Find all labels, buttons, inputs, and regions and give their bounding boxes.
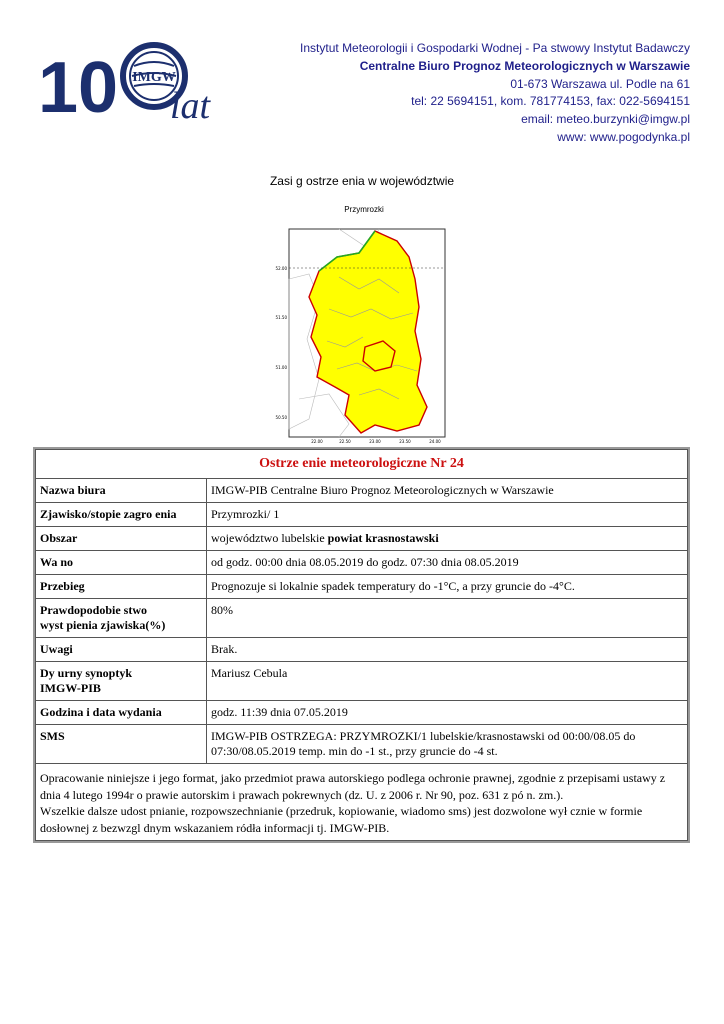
copyright-notice bbox=[36, 764, 688, 841]
copyright-paragraph: Opracowanie niniejsze i jego format, jako przedmiot prawa autorskiego podlega ochronie prawnej, zgodnie z przepisami ustawy z dnia 4 lutego 1994r o prawie autorskim i prawach pokrewnych (dz. U. z 2006 r. Nr 90, poz. 631 z pó n. zm.). bbox=[40, 771, 666, 802]
row-label: Zjawisko/stopie zagro enia bbox=[36, 503, 207, 527]
lat-label: 52.00 bbox=[275, 266, 287, 271]
row-value: Mariusz Cebula bbox=[207, 662, 688, 701]
row-label bbox=[36, 662, 207, 701]
row-value bbox=[207, 527, 688, 551]
warning-title-row bbox=[36, 450, 688, 479]
table-row bbox=[36, 725, 688, 764]
label-line: Dy urny synoptyk bbox=[40, 666, 133, 680]
row-label: Obszar bbox=[36, 527, 207, 551]
row-label: Przebieg bbox=[36, 575, 207, 599]
map-subtitle: Przymrozki bbox=[344, 205, 384, 214]
table-row bbox=[36, 575, 688, 599]
lat-label: 50.50 bbox=[275, 415, 287, 420]
row-value: Prognozuje si lokalnie spadek temperatury do -1°C, a przy gruncie do -4°C. bbox=[207, 575, 688, 599]
lon-label: 24.00 bbox=[429, 439, 441, 444]
row-value: IMGW-PIB OSTRZEGA: PRZYMROZKI/1 lubelskie/krasnostawski od 00:00/08.05 do 07:30/08.05.2019 temp. min do -1 st., przy gruncie do -4 st. bbox=[207, 725, 688, 764]
imgw-100-lat-logo bbox=[38, 44, 228, 128]
label-line: wyst pienia zjawiska(%) bbox=[40, 618, 166, 632]
warning-title: Ostrze enie meteorologiczne Nr 24 bbox=[36, 450, 688, 479]
row-value: Brak. bbox=[207, 638, 688, 662]
org-website[interactable]: www: www.pogodynka.pl bbox=[557, 129, 690, 144]
area-powiat: powiat krasnostawski bbox=[327, 531, 439, 545]
table-row bbox=[36, 638, 688, 662]
row-label: Nazwa biura bbox=[36, 479, 207, 503]
table-row bbox=[36, 662, 688, 701]
row-value: IMGW-PIB Centralne Biuro Prognoz Meteorologicznych w Warszawie bbox=[207, 479, 688, 503]
row-value: 80% bbox=[207, 599, 688, 638]
logo-inner-text: IMGW bbox=[132, 70, 176, 85]
row-value: godz. 11:39 dnia 07.05.2019 bbox=[207, 701, 688, 725]
logo-lat-text: lat bbox=[170, 85, 211, 127]
row-label: Godzina i data wydania bbox=[36, 701, 207, 725]
lon-label: 22.50 bbox=[339, 439, 351, 444]
organization-info bbox=[300, 40, 690, 147]
row-label: SMS bbox=[36, 725, 207, 764]
lat-label: 51.50 bbox=[275, 315, 287, 320]
org-address: 01-673 Warszawa ul. Podle na 61 bbox=[510, 76, 690, 91]
warning-map bbox=[275, 205, 449, 445]
org-phone: tel: 22 5694151, kom. 781774153, fax: 022-5694151 bbox=[411, 94, 690, 109]
label-line: Prawdopodobie stwo bbox=[40, 603, 148, 617]
table-row bbox=[36, 599, 688, 638]
lat-label: 51.00 bbox=[275, 365, 287, 370]
warning-table bbox=[35, 449, 688, 841]
table-row bbox=[36, 503, 688, 527]
lon-label: 23.00 bbox=[369, 439, 381, 444]
org-name: Instytut Meteorologii i Gospodarki Wodnej - Pa stwowy Instytut Badawczy bbox=[300, 41, 690, 55]
map-svg bbox=[275, 219, 449, 445]
lon-label: 22.00 bbox=[311, 439, 323, 444]
row-label bbox=[36, 599, 207, 638]
row-value: od godz. 00:00 dnia 08.05.2019 do godz. 07:30 dnia 08.05.2019 bbox=[207, 551, 688, 575]
table-row bbox=[36, 479, 688, 503]
label-line: IMGW-PIB bbox=[40, 681, 101, 695]
org-email[interactable]: email: meteo.burzynki@imgw.pl bbox=[521, 112, 690, 127]
logo-number: 10 bbox=[38, 48, 119, 128]
warning-table-container bbox=[33, 447, 690, 843]
lon-label: 23.50 bbox=[399, 439, 411, 444]
row-label: Wa no bbox=[36, 551, 207, 575]
table-row bbox=[36, 527, 688, 551]
row-label: Uwagi bbox=[36, 638, 207, 662]
table-row bbox=[36, 701, 688, 725]
map-title: Zasi g ostrze enia w województwie bbox=[269, 174, 455, 188]
row-value: Przymrozki/ 1 bbox=[207, 503, 688, 527]
office-name: Centralne Biuro Prognoz Meteorologicznych w Warszawie bbox=[359, 58, 690, 73]
area-voivodeship: województwo lubelskie bbox=[211, 531, 328, 545]
footer-row bbox=[36, 764, 688, 841]
table-row bbox=[36, 551, 688, 575]
copyright-paragraph: Wszelkie dalsze udost pnianie, rozpowszechnianie (przedruk, kopiowanie, wiadomo sms) jest dozwolone wył cznie w formie dosłownej z bezwzgl dnym wskazaniem ródła informacji tj. IMGW-PIB. bbox=[40, 804, 643, 835]
